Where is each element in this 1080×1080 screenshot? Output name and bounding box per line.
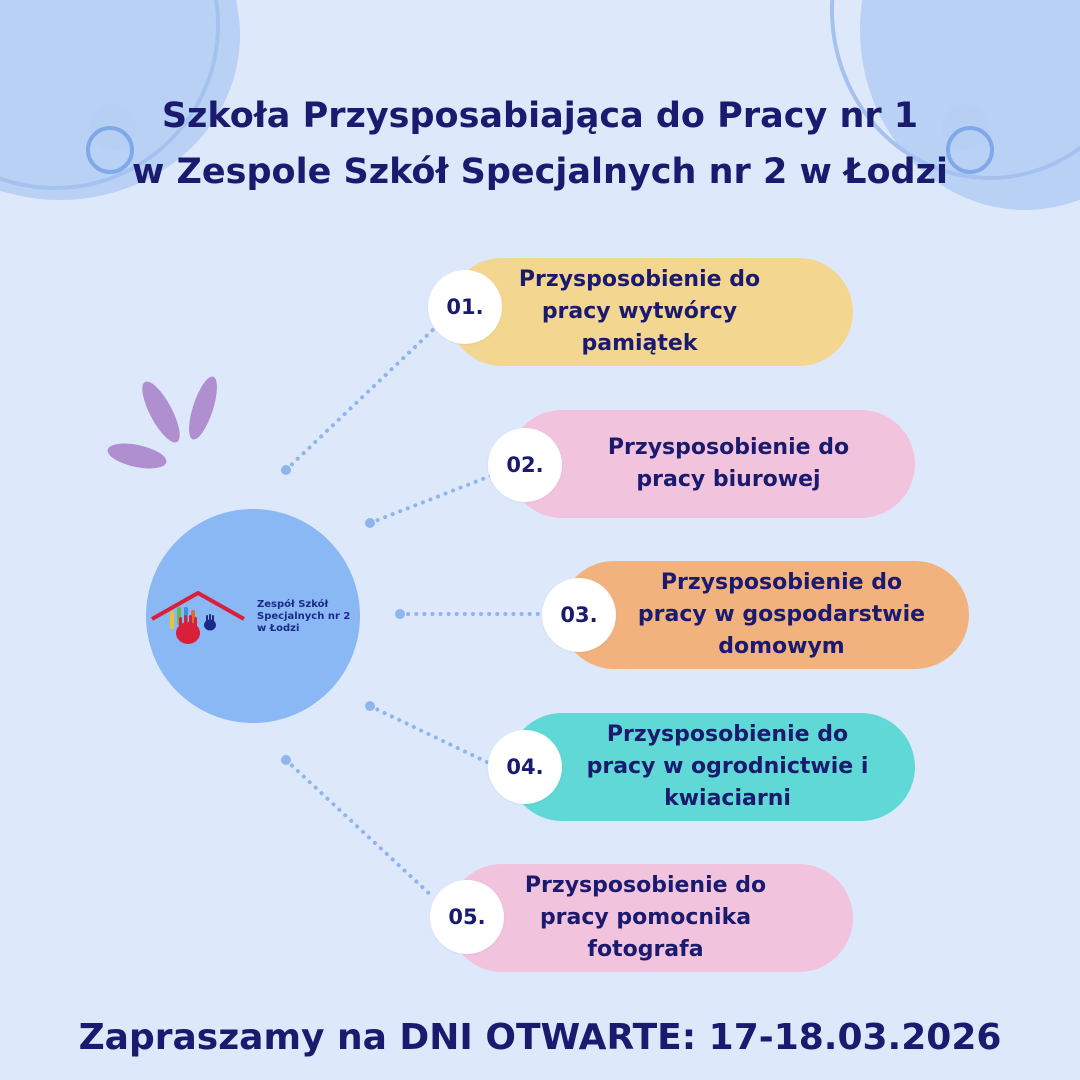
connector-4 <box>370 706 493 765</box>
pill-item-1 <box>448 258 853 366</box>
item-4-label <box>587 719 869 815</box>
item-5-line-2: pracy pomocnika <box>539 905 752 930</box>
item-3-line-2: pracy w gospodarstwie <box>637 602 926 627</box>
connector-2 <box>370 475 493 523</box>
item-4-line-1: Przysposobienie do <box>606 722 849 747</box>
item-3-number: 03. <box>542 578 616 652</box>
item-3-line-1: Przysposobienie do <box>660 570 903 595</box>
house-hands-icon <box>148 587 256 651</box>
item-2-line-2: pracy biurowej <box>636 467 821 492</box>
open-days-footer: Zapraszamy na DNI OTWARTE: 17-18.03.2026 <box>78 1017 1002 1058</box>
item-2-number: 02. <box>488 428 562 502</box>
item-4-line-2: pracy w ogrodnictwie i <box>586 754 869 779</box>
item-3-line-3: domowym <box>718 634 845 659</box>
item-3-label <box>638 567 925 663</box>
pill-item-5 <box>448 864 853 972</box>
item-5-line-1: Przysposobienie do <box>524 873 767 898</box>
title-line-2: w Zespole Szkół Specjalnych nr 2 w Łodzi <box>132 152 948 192</box>
item-5-line-3: fotografa <box>587 937 704 962</box>
item-1-number: 01. <box>428 270 502 344</box>
item-1-line-2: pracy wytwórcy <box>541 299 738 324</box>
pill-item-2 <box>508 410 915 518</box>
item-1-line-3: pamiątek <box>581 331 698 356</box>
leaves-icon <box>105 370 225 480</box>
school-logo <box>146 509 360 723</box>
pill-item-4 <box>508 713 915 821</box>
item-4-number: 04. <box>488 730 562 804</box>
logo-line-2: Specjalnych nr 2 <box>257 611 351 622</box>
logo-line-1: Zespół Szkół <box>257 599 329 610</box>
title-line-1: Szkoła Przysposabiająca do Pracy nr 1 <box>161 96 919 136</box>
item-1-line-1: Przysposobienie do <box>518 267 761 292</box>
item-1-label <box>519 264 760 360</box>
logo-text <box>257 599 367 635</box>
item-4-line-3: kwiaciarni <box>664 786 791 811</box>
pill-item-3 <box>560 561 969 669</box>
item-2-label <box>608 432 849 496</box>
item-2-line-1: Przysposobienie do <box>607 435 850 460</box>
logo-line-3: w Łodzi <box>257 623 300 634</box>
connector-1 <box>286 325 438 470</box>
connector-5 <box>286 760 434 898</box>
item-5-number: 05. <box>430 880 504 954</box>
item-5-label <box>525 870 766 966</box>
